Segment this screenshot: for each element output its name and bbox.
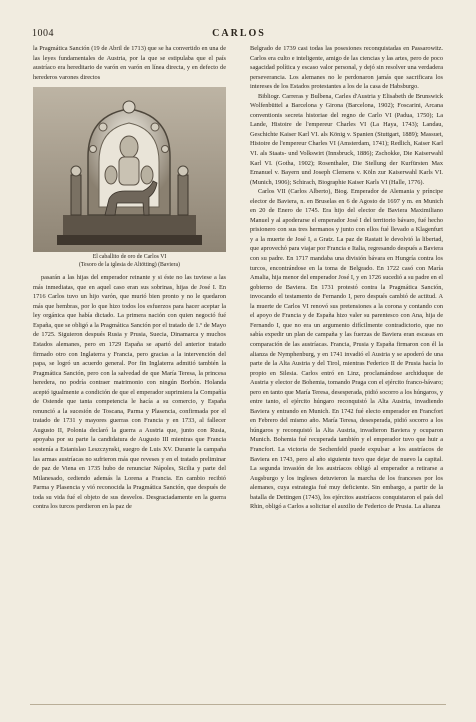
page-number: 1004	[32, 28, 54, 39]
right-column	[250, 44, 443, 696]
caption-title: El caballito de oro de Carlos VI	[92, 254, 167, 261]
page-header	[32, 28, 446, 42]
bibliography-paragraph: Bibliogr. Carreras y Bulbena, Carles d'Austria y Elisabeth de Brunswick Wolfenbüttel a Barcelona y Girona (Barcelona, 1902); Foscarini, Arcana conventionis secreta historiae del regno de Carlo VI (Padua, 1750); La Lande, Histoire de l'empereur Charles VI (La Haya, 1743); Landau, Geschichte Kaiser Karl VI. als König v. Spanien (Stuttgart, 1889); Massuet, Histoire de l'empereur Charles VI (Amsterdam, 1741); Redlich, Kaiser Karl VI. als Staats- und Volkswirt (Innsbruck, 1886); Zschokke, Die Kaiserwahl Karl VI. (Gotha, 1902); Rosenthaler, Die Stellung der Kurfürsten Max Emanuel v. Bayern und Joseph Clemens v. Köln zur Kaiserwahl Karls VI. (Munich, 1906); Schirach, Biographie Kaiser Karls VI (Halle, 1776).	[250, 92, 443, 186]
figure	[33, 87, 226, 269]
gold-horse-shrine-photo	[33, 87, 226, 252]
carlos-vii-paragraph: Carlos VII (Carlos Alberto), Biog. Emperador de Alemania y príncipe elector de Baviera, n. en Bruselas en 6 de Agosto de 1697 y m. en Munich en 20 de Enero de 1745. Era hijo del elector de Baviera Maximiliano Manuel y al apoderarse el emperador José I del territorio bávaro, fué hecho prisionero con sus tres hermanos y junto con ellos fué llevado a Klagenfurt y a la muerte de José I, a Gratz. La paz de Rastatt le devolvió la libertad, que aprovechó para viajar por Francia e Italia, regresando después a Baviera con su padre. En 1717 mandaba una división bávara en Hungría contra los turcos, encontrándose en la toma de Belgrado. En 1722 casó con María Amalia, hija menor del emperador José I, y en 1726 sucedió a su padre en el gobierno de Baviera. En 1731 protestó contra la Pragmática Sanción, invocando el testamento de Fernando I, pero después cambió de actitud. A la muerte de Carlos VI renovó sus pretensiones a la corona y contando con el apoyo de Francia y de España hizo valer su parentesco con Ana, hija de Fernando I, que no era un argumento difícilmente contradictorio, que no sabía expedir un plan de campaña y las fuerzas de Baviera eran escasas en comparación de las austríacas. Francia, Prusia y España firmaron con él la alianza de Nymphenburg, y en 1741 invadió el Austria y se apoderó de una parte de la Alta Austria y del Tirol, mientras Federico II de Prusia hacía lo propio en Silesia. Carlos entró en Linz, proclamándose archiduque de Austria y elector de Bohemia, tomando Praga con el ejército franco-bávaro; pero en tanto que María Teresa, desesperada, pidió socorro a los húngaros, y entre tanto, el ejército húngaro reconquistó la Alta Austria, invadiendo Baviera y entrando en Munich. En 1742 fué electo emperador en Francfort en Febrero del mismo año. María Teresa, desesperada, pidió socorro a los húngaros y reconquistó la Alta Austria, invadieron Baviera y ocuparon Munich. Bohemia fué recuperada también y el emperador tuvo que huir a Francfort. La victoria de Sechenfeld puede expulsar a los austríacos de Baviera en 1743, pero al año siguiente tuvo que dejar de nuevo la capital. La segunda invasión de los austríacos obligó al emperador a retirarse a Augsburgo y los ingleses detuvieron la marcha de los franceses por los alemanes, cuya estrategia fué muy deficiente. Sin embargo, a partir de la batalla de Dettingen (1743), los ejércitos austríacos conquistaron el país del Rhin, obligó a Carlos a solicitar el auxilio de Federico de Prusia. La alianza	[250, 188, 443, 511]
body-paragraph: pasarán a las hijas del emperador reinante y si éste no las tuviese a las más inmediatas, que en aquel caso eran sus sobrinas, hijas de José I. En 1716 Carlos tuvo un hijo varón, que murió bien pronto y no le quedaron más que hembras, por lo que hizo todos los esfuerzos para hacer aceptar la ley orgánica que había dictado. La primera nación con quien negoció fué España, que se obligó a la Pragmática Sanción por el tratado de 1.º de Mayo de 1725. Siguieron después Rusia y Prusia, Suecia, Dinamarca y muchos Estados alemanes, pero en 1729 España se apartó del anterior tratado firmado otro con Inglaterra y Francia, pero gracias a la intervención del papa, se logró un acuerdo general. Por fin Inglaterra admitió también la Pragmática Sanción, pero con la salvedad de que María Teresa, la princesa heredera, no podría contraer matrimonio con ningún Borbón. Holanda aceptó igualmente a condición de que el emperador suprimiera la Compañía de Ostende que tanta competencia le hacía a su comercio, y España renunció a la sucesión de Toscana, Parma y Plasencia, confirmada por el tratado de 1731 y mayores guerras con Francia y en 1733, al fallecer Augusto II, Polonia declaró la guerra a Austria que, junto con Rusia, apoyaba por su parte la candidatura de Augusto III mientras que Francia sostenía a Estanislao Leszczynski, suegro de Luis XV. Durante la campaña las armas austríacas no sufrieron más que reveses y en el tratado preliminar de paz de Viena en 1735 hubo de renunciar Nápoles, Sicilia y parte del Milanesado, cediendo además la Lorena a Francia. En cambio recibió Parma y Plasencia y vió reconocida la Pragmática Sanción, que después de toda su vida fué el objeto de sus desvelos. Desgraciadamente en la guerra contra los turcos perdieron en la paz de	[33, 274, 226, 511]
figure-caption	[33, 254, 226, 269]
intro-paragraph: la Pragmática Sanción (19 de Abril de 1713) que se ha convertido en una de las leyes fundamentales de Austria, por la que se estipulaba que el país austríaco era hereditario de varón en varón en línea directa, y en defecto de herederos varones directos	[33, 45, 226, 81]
right-paragraph-1: Belgrado de 1739 casi todas las posesiones reconquistadas en Passarowitz. Carlos era culto e inteligente, amigo de las ciencias y las artes, pero de poco sagacidad política y escaso valor personal, y dejó sin resolver una verdadera perseverancia. Los alemanes no le perdonaron jamás que sacrificara los intereses de los Estados protestantes a los de la casa de Habsburgo.	[250, 45, 443, 91]
bottom-rule	[30, 704, 446, 705]
caption-location: (Tesoro de la iglesia de Altötting) (Baviera)	[78, 261, 180, 268]
running-head: CARLOS	[212, 28, 266, 39]
left-column	[33, 44, 226, 696]
